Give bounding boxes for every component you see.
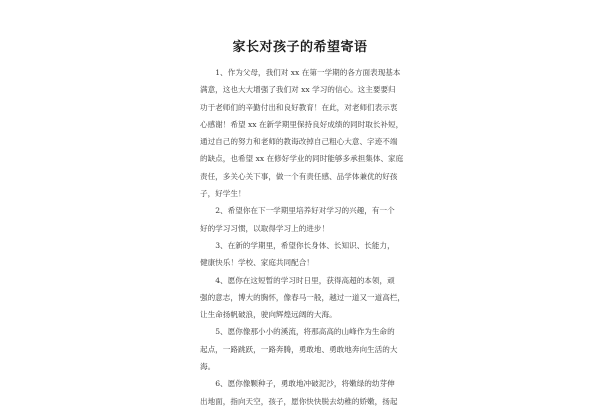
paragraph-line: 1、作为父母，我们对 xx 在第一学期的各方面表现基本 [215, 68, 401, 77]
paragraph-line: 6、愿你像颗种子，勇敢地冲破泥沙，将嫩绿的幼芽伸 [215, 379, 395, 389]
paragraph-line: 健康快乐！学校、家庭共同配合！ [200, 258, 314, 268]
paragraph-line: 3、在新的学期里，希望你长身体、长知识、长能力， [215, 240, 395, 250]
paragraph-line: 通过自己的努力和老师的教诲改掉自己粗心大意、字迹不端 [200, 137, 398, 147]
paragraph-line: 4、愿你在这短暂的学习时日里，获得高超的本领，顽 [215, 275, 395, 285]
paragraph-line: 出地面，指向天空，孩子，愿你快快脱去幼稚的娇嫩，扬起 [200, 396, 398, 406]
paragraph-line: 满意，这也大大增强了我们对 xx 学习的信心。这主要要归 [200, 85, 396, 95]
paragraph-line: 责任，多关心关下事，做一个有责任感、品学体兼优的好孩 [200, 171, 398, 181]
paragraph-line: 好的学习习惯，以取得学习上的进步！ [200, 223, 330, 233]
paragraph-line: 海。 [200, 362, 216, 372]
paragraph-line: 子，好学生！ [200, 189, 246, 199]
document-body [200, 64, 405, 410]
paragraph-line: 2、希望你在下一学期里培养好对学习的兴趣，有一个 [215, 206, 395, 216]
paragraph-line: 让生命扬帆破浪，驶向辉煌远阔的大海。 [200, 310, 337, 320]
paragraph-line: 心感谢！希望 xx 在新学期里保持良好成绩的同时取长补短， [200, 119, 404, 129]
paragraph-line: 5、愿你像那小小的溪流，将那高高的山峰作为生命的 [215, 327, 395, 337]
page-title: 家长对孩子的希望寄语 [232, 40, 368, 55]
paragraph-line: 功于老师们的辛勤付出和良好教育！在此，对老师们表示衷 [200, 102, 398, 112]
paragraph-line: 的缺点，也希望 xx 在修好学业的同时能够多承担集体、家庭 [200, 154, 404, 164]
paragraph-line: 强的意志，博大的胸怀，像春马一般，越过一道又一道高栏， [200, 292, 405, 302]
paragraph-line: 起点，一路跳跃，一路奔腾，勇敢地、勇敢地奔向生活的大 [200, 344, 398, 354]
